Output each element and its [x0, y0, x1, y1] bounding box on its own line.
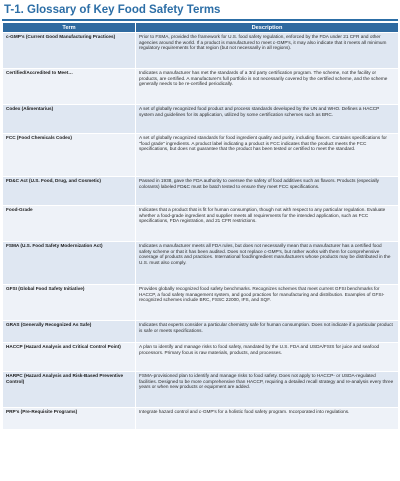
term-cell: HACCP (Hazard Analysis and Critical Control Point) [3, 343, 136, 372]
description-cell: Indicates that a product that is fit for human consumption, though not with respect to any particular regulation. Evaluate whether a food-grade ingredient and supplier meets all requirements for the intended application, such as FCC specifications, FDA registration, and 21 CFR restrictions. [136, 206, 399, 242]
table-row [3, 321, 399, 343]
header-row [3, 23, 399, 33]
term-cell: Food-Grade [3, 206, 136, 242]
table-row [3, 372, 399, 408]
table-row [3, 177, 399, 206]
table-row [3, 285, 399, 321]
table-row [3, 105, 399, 134]
table-row [3, 206, 399, 242]
table-row [3, 33, 399, 69]
term-column-header: Term [3, 23, 136, 33]
term-cell: GFSI (Global Food Safety Initiative) [3, 285, 136, 321]
description-cell: Integrate hazard control and c-GMP's for a holistic food safety program. Incorporated into regulations. [136, 408, 399, 430]
title-rule [2, 19, 398, 21]
description-cell: A plan to identify and manage risks to food safety, mandated by the U.S. FDA and USDA/FSIS for juice and seafood processors. Primary focus is raw materials, products, and processes. [136, 343, 399, 372]
table-row [3, 242, 399, 285]
description-cell: A set of globally recognized standards for food ingredient quality and purity, including flavors. Contains specifications for "food grade" ingredients. A product label indicating a product is FCC indicates that the product meets the FCC specifications, but does not guarantee that the product has been tested or certified to meet the standard. [136, 134, 399, 177]
term-cell: PRP's (Pre-Requisite Programs) [3, 408, 136, 430]
term-cell: c-GMP's (Current Good Manufacturing Practices) [3, 33, 136, 69]
description-cell: Indicates a manufacturer has met the standards of a 3rd party certification program. The scheme, not the facility or products, are certified. A manufacturer's full portfolio is not necessarily covered by the certified scheme, and the scheme generally needs to be re-certified periodically. [136, 69, 399, 105]
term-cell: FSMA (U.S. Food Safety Modernization Act) [3, 242, 136, 285]
term-cell: HARPC (Hazard Analysis and Risk-Based Preventive Control) [3, 372, 136, 408]
term-cell: FCC (Food Chemicals Codex) [3, 134, 136, 177]
description-cell: FSMA-provisioned plan to identify and manage risks to food safety. Does not apply to HACCP- or USDA-regulated facilities. Designed to be more comprehensive than HACCP, requiring a detailed recall strategy and re-analysis every three years or when new products or equipment are added. [136, 372, 399, 408]
term-cell: Codex (Alimentarius) [3, 105, 136, 134]
table-row [3, 408, 399, 430]
table-title: T-1. Glossary of Key Food Safety Terms [4, 4, 221, 16]
term-cell: GRAS (Generally Recognized As Safe) [3, 321, 136, 343]
glossary-table [2, 22, 399, 430]
description-cell: Indicates that experts consider a particular chemistry safe for human consumption. Does not indicate if a particular product is safe or meets specifications. [136, 321, 399, 343]
description-column-header: Description [136, 23, 399, 33]
description-cell: Prior to FSMA, provided the framework for U.S. food safety regulation, enforced by the FDA under 21 CFR and other agencies around the world. If a product is manufactured to meet c-GMP's, it may also indicate that it meets all minimum regulatory requirements for that region (but not necessarily in all regions). [136, 33, 399, 69]
table-row [3, 69, 399, 105]
description-cell: A set of globally recognized food product and process standards developed by the UN and WHO. Defines a HACCP system and guidelines for its application, utilized by some certification schemes such as BRC. [136, 105, 399, 134]
term-cell: Certified/Accredited to Meet… [3, 69, 136, 105]
description-cell: Provides globally recognized food safety benchmarks. Recognizes schemes that meet current GFSI benchmarks for HACCP, a food safety management system, and good practices for manufacturing and distribution. Examples of GFSI-recognized schemes include BRC, FSSC 22000, IFS, and SQF. [136, 285, 399, 321]
term-cell: FD&C Act (U.S. Food, Drug, and Cosmetic) [3, 177, 136, 206]
description-cell: Passed in 1938, gave the FDA authority to oversee the safety of food additives such as flavors. Products (especially colorants) labeled FD&C must be batch tested to ensure they meet FCC specifications. [136, 177, 399, 206]
description-cell: Indicates a manufacturer meets all FDA rules, but does not necessarily mean that a manufacturer has a certified food safety scheme or that it has been audited. Does not replace c-GMP's, but rather works with them for comprehensive coverage of products and practices. International food/ingredient manufacturers whose products may be distributed in the U.S. must also comply. [136, 242, 399, 285]
table-row [3, 134, 399, 177]
table-row [3, 343, 399, 372]
